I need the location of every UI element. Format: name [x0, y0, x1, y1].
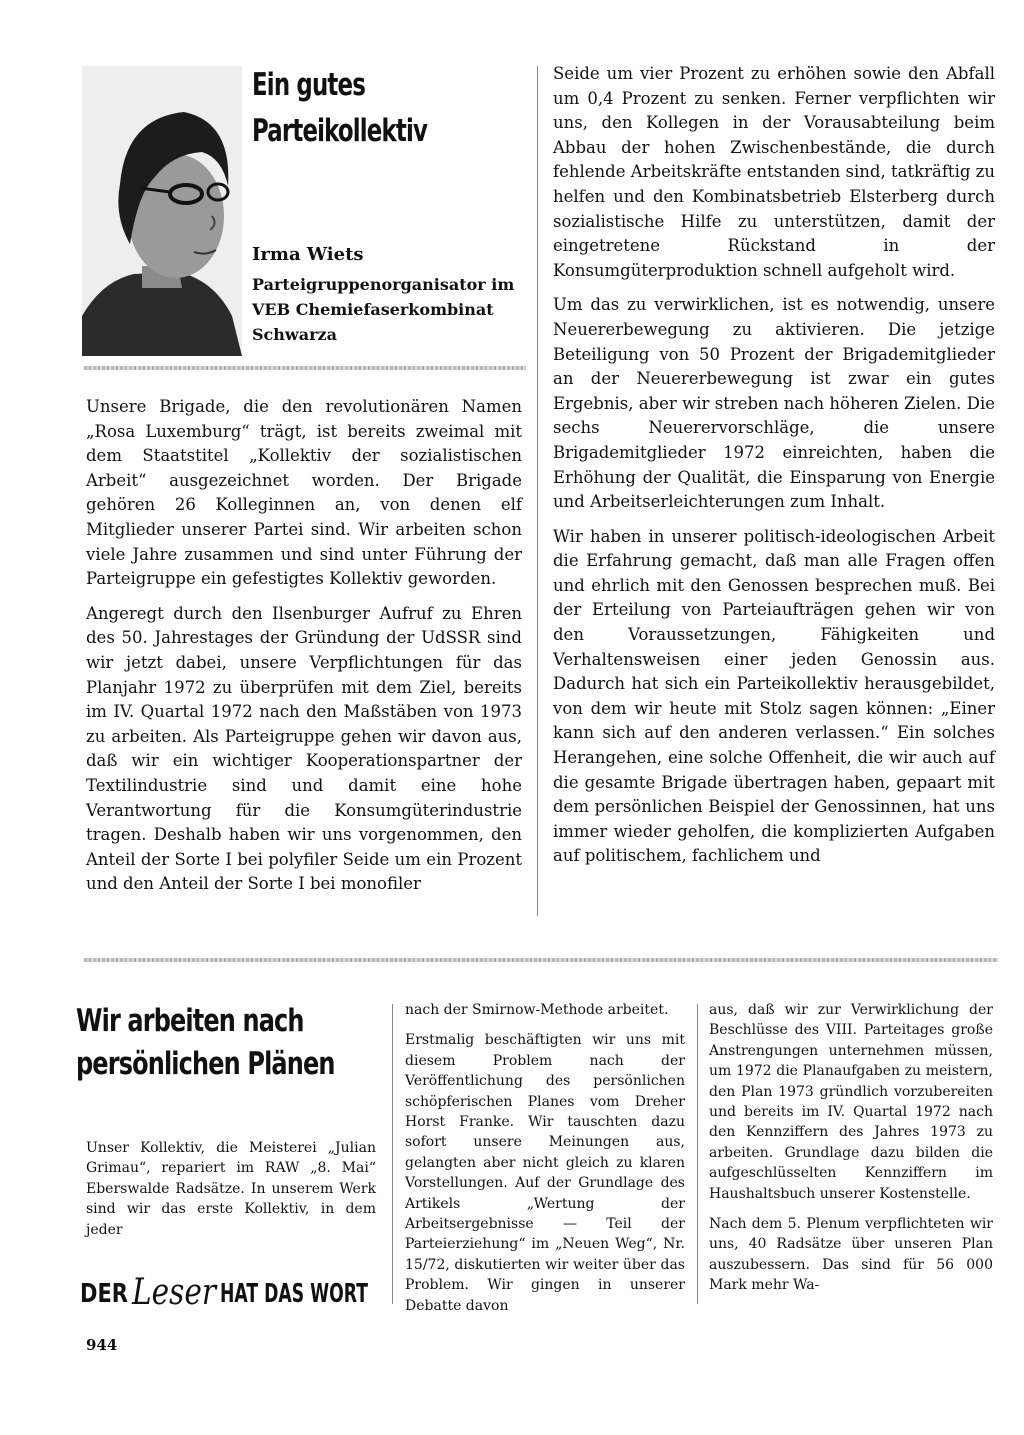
paragraph: nach der Smirnow-Methode arbeitet.	[405, 1002, 669, 1018]
paragraph: Wir haben in unserer politisch-ideologischen Arbeit die Erfahrung gemacht, daß man alle Fragen offen und ehrlich mit den Genossen besprechen muß. Bei der Erteilung von Parteiaufträgen gehen wir von den Voraussetzungen, Fähigkeiten und Verhaltensweisen einer jeden Genossin aus. Dadurch hat sich ein Parteikollektiv herausgebildet, von dem wir heute mit Stolz sagen können: „Einer kann sich auf den anderen verlassen.“ Ein solches Herangehen, eine solche Offenheit, die wir auch auf die gesamte Brigade übertragen haben, gepaart mit dem persönlichen Beispiel der Genossinnen, hat uns immer wieder geholfen, die komplizierten Aufgaben auf politischem, fachlichem und	[553, 526, 995, 866]
paragraph: aus, daß wir zur Verwirklichung der Beschlüsse des VIII. Parteitages große Anstrengungen unternehmen müssen, um 1972 die Planaufgaben zu meistern, den Plan 1973 gründlich vorzubereiten und bereits im IV. Quartal 1972 nach den Kennziffern des Jahres 1973 zu arbeiten. Grundlage dazu bilden die aufgeschlüsselten Kennziffern im Haushaltsbuch unserer Kostenstelle.	[709, 1002, 993, 1202]
article1-column-2	[553, 62, 995, 879]
article1-headline: Ein gutes Parteikollektiv	[252, 67, 428, 149]
article2-column-2	[405, 1000, 685, 1326]
column-divider	[697, 1004, 698, 1304]
banner-left: DER	[80, 1279, 128, 1309]
author-name: Irma Wiets	[252, 244, 364, 265]
article1-column-1	[86, 395, 522, 907]
divider-middle	[84, 958, 998, 962]
paragraph: Seide um vier Prozent zu erhöhen sowie den Abfall um 0,4 Prozent zu senken. Ferner verpflichten wir uns, den Kollegen in der Vorausabteilung beim Abbau der hohen Zwischenbestände, die durch fehlende Arbeitskräfte entstanden sind, tatkräftig zu helfen und den Kombinatsbetrieb Elsterberg durch sozialistische Hilfe zu unterstützen, damit der eingetretene Rückstand in der Konsumgüterproduktion schnell aufgeholt wird.	[553, 64, 995, 280]
paragraph: Nach dem 5. Plenum verpflichteten wir uns, 40 Radsätze über unseren Plan auszubessern. Das sind für 56 000 Mark mehr Wa-	[709, 1216, 993, 1294]
page-number: 944	[86, 1336, 118, 1354]
leser-hat-das-wort-banner	[80, 1268, 370, 1312]
column-divider	[392, 1004, 393, 1304]
paragraph: Angeregt durch den Ilsenburger Aufruf zu Ehren des 50. Jahrestages der Gründung der UdSSR sind wir jetzt dabei, unsere Verpflichtungen für das Planjahr 1972 zu überprüfen mit dem Ziel, bereits im IV. Quartal 1972 nach den Maßstäben von 1973 zu arbeiten. Als Parteigruppe gehen wir davon aus, daß wir ein wichtiger Kooperationspartner der Textilindustrie sind und damit eine hohe Verantwortung für die Konsumgüterindustrie tragen. Deshalb haben wir uns vorgenommen, den Anteil der Sorte I bei polyfiler Seide um ein Prozent und den Anteil der Sorte I bei monofiler	[86, 603, 522, 894]
author-portrait	[82, 66, 242, 356]
paragraph: Erstmalig beschäftigten wir uns mit diesem Problem nach der Veröffentlichung des persönlichen schöpferischen Planes vom Dreher Horst Franke. Wir tauschten dazu sofort unsere Meinungen aus, gelangten aber nicht gleich zu klaren Vorstellungen. Auf der Grundlage des Artikels „Wertung der Arbeitsergebnisse — Teil der Parteierziehung“ im „Neuen Weg“, Nr. 15/72, diskutierten wir weiter über das Problem. Wir gingen in unserer Debatte davon	[405, 1032, 685, 1314]
article2-column-1	[86, 1138, 376, 1250]
banner-script: Leser	[131, 1272, 218, 1313]
paragraph: Um das zu verwirklichen, ist es notwendig, unsere Neuererbewegung zu aktivieren. Die jetzige Beteiligung von 50 Prozent der Brigademitglieder an der Neuererbewegung ist zwar ein gutes Ergebnis, aber wir streben nach höheren Zielen. Die sechs Neuerervorschläge, die unsere Brigademitglieder 1972 einreichten, haben die Erhöhung der Qualität, die Einsparung von Energie und Arbeitserleichterungen zum Inhalt.	[553, 295, 995, 512]
paragraph: Unser Kollektiv, die Meisterei „Julian Grimau“, repariert im RAW „8. Mai“ Eberswalde Radsätze. In unserem Werk sind wir das erste Kollektiv, in dem jeder	[86, 1140, 376, 1238]
paragraph: Unsere Brigade, die den revolutionären Namen „Rosa Luxemburg“ trägt, ist bereits zweimal mit dem Staatstitel „Kollektiv der sozialistischen Arbeit“ ausgezeichnet worden. Der Brigade gehören 26 Kolleginnen an, von denen elf Mitglieder unserer Partei sind. Wir arbeiten schon viele Jahre zusammen und sind unter Führung der Parteigruppe ein gefestigtes Kollektiv geworden.	[86, 397, 522, 589]
column-divider	[537, 66, 538, 916]
article2-column-3	[709, 1000, 993, 1306]
author-role: Parteigruppenorganisator im VEB Chemiefaserkombinat Schwarza	[252, 275, 515, 344]
banner-right: HAT DAS WORT	[220, 1279, 369, 1309]
divider-top	[84, 366, 526, 370]
article2-headline: Wir arbeiten nach persönlichen Plänen	[76, 1003, 335, 1082]
